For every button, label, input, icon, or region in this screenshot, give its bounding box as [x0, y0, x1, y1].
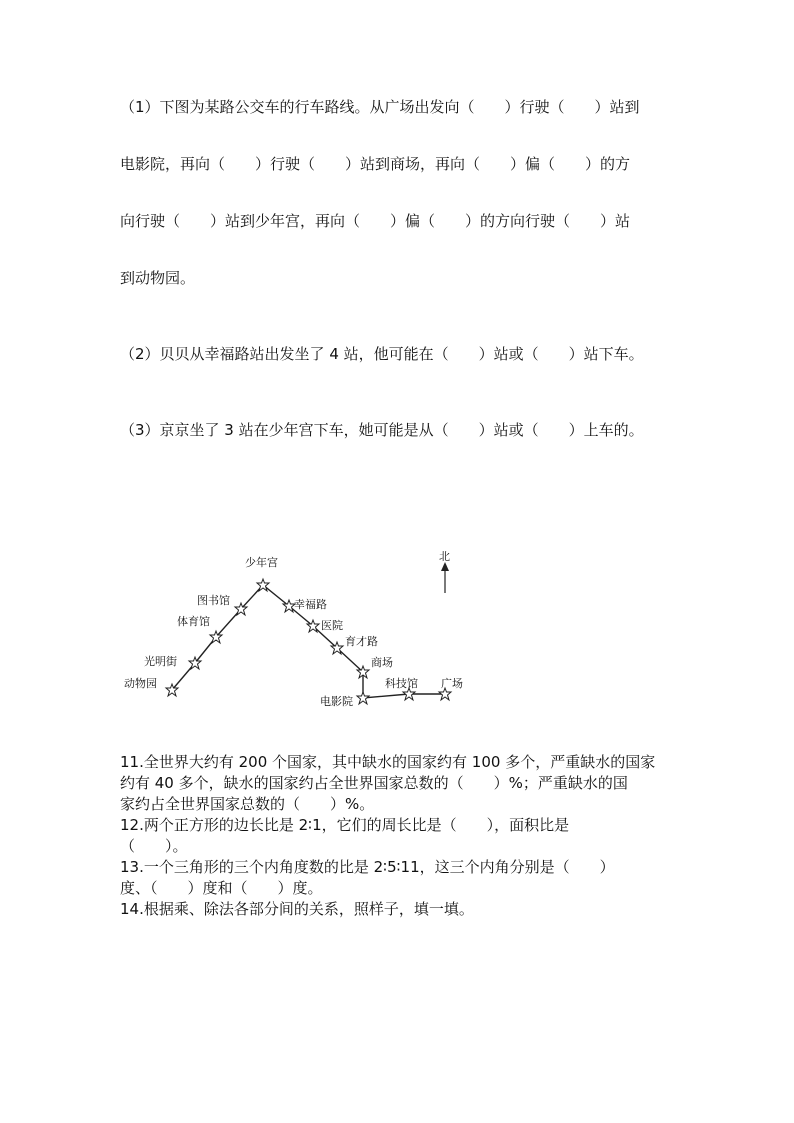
station-label-xingfulu: 幸福路	[294, 598, 327, 611]
station-label-guangmingjie: 光明街	[144, 655, 177, 668]
station-label-dianyingyuan: 电影院	[320, 695, 353, 708]
q12-line-1: 12.两个正方形的边长比是 2∶1，它们的周长比是（ ），面积比是	[120, 816, 570, 834]
station-label-guangchang: 广场	[441, 677, 463, 690]
station-label-tiyuguan: 体育馆	[177, 615, 210, 628]
q13-line-1: 13.一个三角形的三个内角度数的比是 2∶5∶11，这三个内角分别是（ ）	[120, 858, 615, 876]
part1-line-1: （1）下图为某路公交车的行车路线。从广场出发向（ ）行驶（ ）站到	[120, 98, 640, 116]
station-label-yucailu: 育才路	[345, 635, 378, 648]
part1-line-4: 到动物园。	[120, 269, 196, 287]
part1-line-3: 向行驶（ ）站到少年宫，再向（ ）偏（ ）的方向行驶（ ）站	[120, 212, 631, 230]
station-label-kejiguan: 科技馆	[385, 677, 418, 690]
north-label: 北	[439, 550, 450, 563]
q12-line-2: （ ）。	[120, 837, 188, 855]
station-label-tushuguan: 图书馆	[197, 594, 230, 607]
bus-route-map	[0, 540, 794, 760]
q11-line-1: 11.全世界大约有 200 个国家，其中缺水的国家约有 100 多个，严重缺水的国家	[120, 753, 656, 771]
station-label-yiyuan: 医院	[321, 619, 343, 632]
q14-line-1: 14.根据乘、除法各部分间的关系，照样子，填一填。	[120, 900, 474, 918]
station-label-shangchang: 商场	[371, 656, 393, 669]
q11-line-2: 约有 40 多个，缺水的国家约占全世界国家总数的（ ）%；严重缺水的国	[120, 774, 628, 792]
part3-question: （3）京京坐了 3 站在少年宫下车，她可能是从（ ）站或（ ）上车的。	[120, 421, 644, 439]
part1-line-2: 电影院，再向（ ）行驶（ ）站到商场，再向（ ）偏（ ）的方	[120, 155, 631, 173]
star-dianyingyuan	[357, 692, 369, 704]
station-label-dongwuyuan: 动物园	[124, 677, 157, 690]
part2-question: （2）贝贝从幸福路站出发坐了 4 站，他可能在（ ）站或（ ）站下车。	[120, 345, 644, 363]
station-label-shaoniangong: 少年宫	[245, 556, 278, 569]
q13-line-2: 度、（ ）度和（ ）度。	[120, 879, 323, 897]
north-arrowhead	[441, 562, 449, 571]
q11-line-3: 家约占全世界国家总数的（ ）%。	[120, 795, 375, 813]
